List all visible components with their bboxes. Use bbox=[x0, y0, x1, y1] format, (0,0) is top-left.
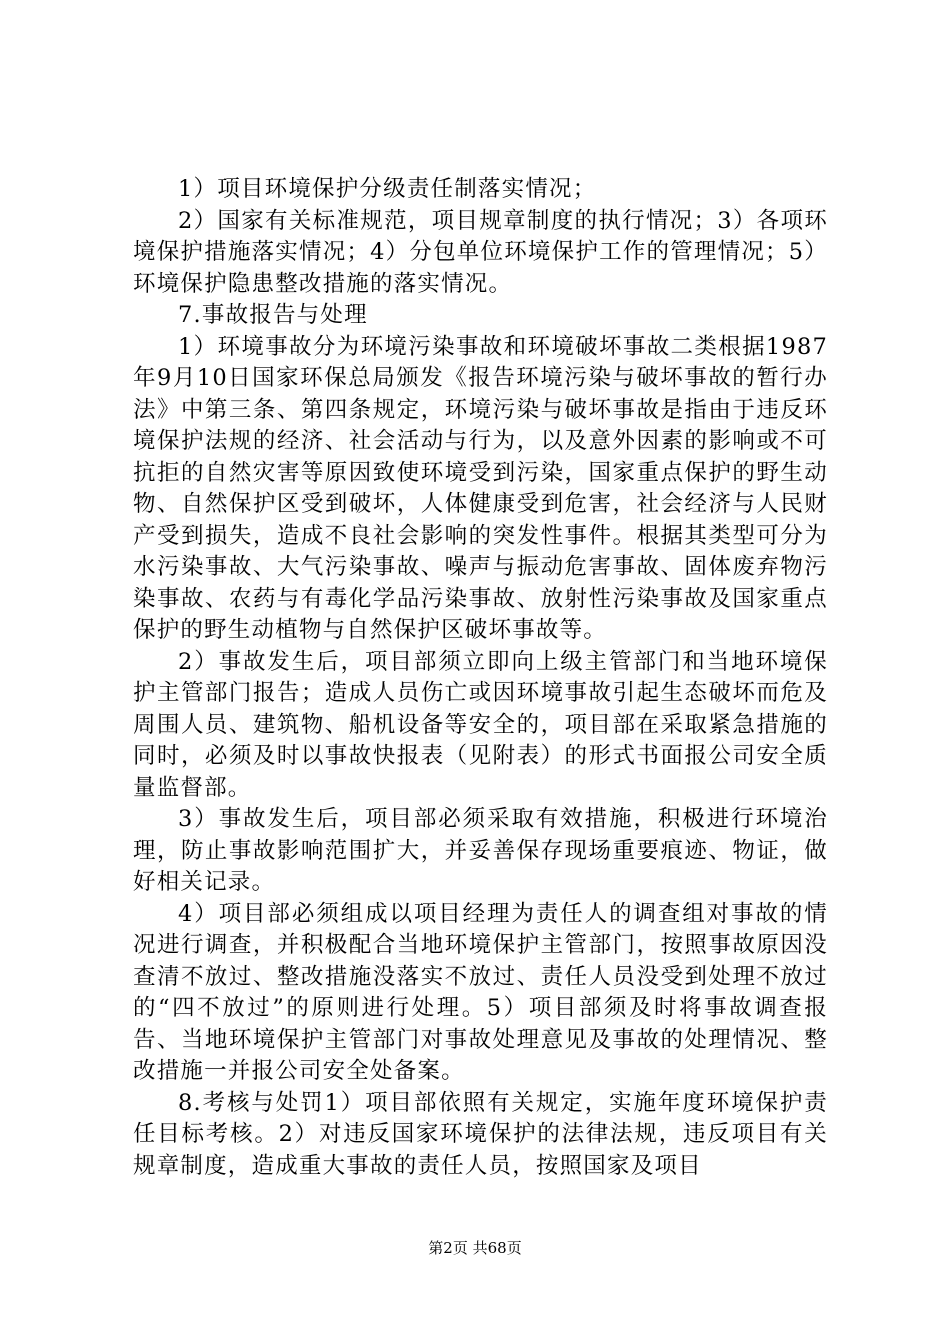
paragraph-check-items-2-5: 2）国家有关标准规范，项目规章制度的执行情况；3）各项环境保护措施落实情况；4）分包单位环境保护工作的管理情况；5）环境保护隐患整改措施的落实情况。 bbox=[133, 207, 828, 297]
paragraph-accident-reporting: 2）事故发生后，项目部须立即向上级主管部门和当地环境保护主管部门报告；造成人员伤亡或因环境事故引起生态破坏而危及周围人员、建筑物、船机设备等安全的，项目部在采取紧急措施的同时，必须及时以事故快报表（见附表）的形式书面报公司安全质量监督部。 bbox=[133, 648, 828, 801]
paragraph-accident-types: 1）环境事故分为环境污染事故和环境破坏事故二类根据1987年9月10日国家环保总局颁发《报告环境污染与破坏事故的暂行办法》中第三条、第四条规定，环境污染与破坏事故是指由于违反环境保护法规的经济、社会活动与行为，以及意外因素的影响或不可抗拒的自然灾害等原因致使环境受到污染，国家重点保护的野生动物、自然保护区受到破坏，人体健康受到危害，社会经济与人民财产受到损失，造成不良社会影响的突发性事件。根据其类型可分为水污染事故、大气污染事故、噪声与振动危害事故、固体废弃物污染事故、农药与有毒化学品污染事故、放射性污染事故及国家重点保护的野生动植物与自然保护区破坏事故等。 bbox=[133, 333, 828, 643]
paragraph-accident-investigation: 4）项目部必须组成以项目经理为责任人的调查组对事故的情况进行调查，并积极配合当地环境保护主管部门，按照事故原因没查清不放过、整改措施没落实不放过、责任人员没受到处理不放过的“四不放过”的原则进行处理。5）项目部须及时将事故调查报告、当地环境保护主管部门对事故处理意见及事故的处理情况、整改措施一并报公司安全处备案。 bbox=[133, 900, 828, 1084]
paragraph-check-item-1: 1）项目环境保护分级责任制落实情况； bbox=[178, 176, 597, 202]
paragraph-accident-measures: 3）事故发生后，项目部必须采取有效措施，积极进行环境治理，防止事故影响范围扩大，并妥善保存现场重要痕迹、物证，做好相关记录。 bbox=[133, 806, 828, 895]
section-assessment-penalty: 8.考核与处罚1）项目部依照有关规定，实施年度环境保护责任目标考核。2）对违反国家环境保护的法律法规，违反项目有关规章制度，造成重大事故的责任人员，按照国家及项目 bbox=[133, 1089, 828, 1179]
section-heading-accident-report: 7.事故报告与处理 bbox=[178, 302, 368, 328]
page-number-footer: 第2页 共68页 bbox=[428, 1239, 522, 1257]
document-body bbox=[133, 174, 828, 1182]
